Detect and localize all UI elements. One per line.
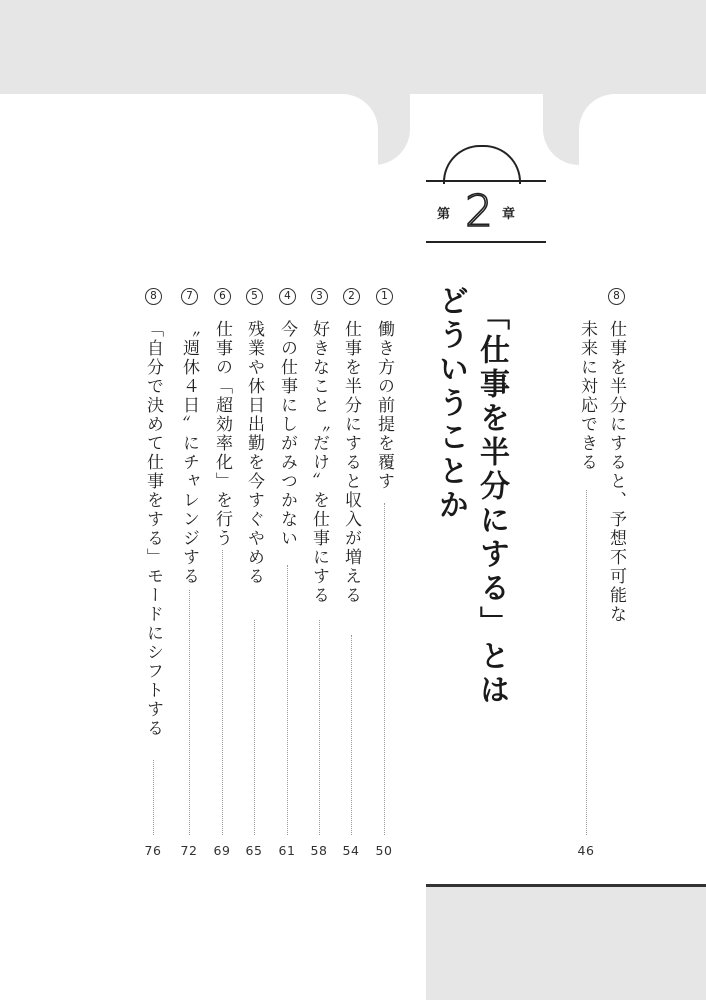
entry-page: 69	[213, 843, 231, 858]
entry-page: 58	[310, 843, 328, 858]
entry-page: 50	[375, 843, 393, 858]
chapter-arch	[443, 145, 521, 184]
entry-title: 仕事を半分にすると収入が増える	[341, 320, 361, 605]
prev-entry-page: 46	[577, 843, 595, 858]
entry-number: 6	[214, 288, 231, 305]
entry-leader	[351, 635, 352, 835]
entry-page: 72	[180, 843, 198, 858]
chapter-rule-bottom	[426, 241, 546, 243]
chapter-title-line-1: 「仕事を半分にする」とは	[474, 300, 509, 708]
top-left-corner	[0, 94, 378, 165]
entry-leader	[319, 620, 320, 835]
bottom-gray-block	[426, 885, 706, 1000]
prev-entry-line-1: 仕事を半分にすると、予想不可能な	[606, 320, 626, 624]
entry-number: 3	[311, 288, 328, 305]
entry-title: 働き方の前提を覆す	[374, 320, 394, 491]
entry-title: 「自分で決めて仕事をする」モードにシフトする	[143, 320, 163, 738]
entry-leader	[153, 760, 154, 835]
top-right-corner	[579, 94, 706, 165]
chapter-rule-top	[426, 180, 546, 182]
entry-title: 仕事の「超効率化」を行う	[212, 320, 232, 548]
chapter-prefix: 第	[437, 207, 451, 222]
entry-title: 好きなこと〝だけ〟を仕事にする	[309, 320, 329, 605]
entry-page: 76	[144, 843, 162, 858]
entry-title: 今の仕事にしがみつかない	[277, 320, 297, 548]
entry-page: 54	[342, 843, 360, 858]
entry-number: 5	[246, 288, 263, 305]
chapter-number: 2	[465, 186, 493, 237]
entry-number: 4	[279, 288, 296, 305]
entry-number: 7	[181, 288, 198, 305]
prev-entry-number: 8	[608, 288, 625, 305]
bottom-gray-rule	[426, 884, 706, 887]
entry-leader	[222, 550, 223, 835]
entry-leader	[287, 565, 288, 835]
entry-number: 2	[343, 288, 360, 305]
entry-leader	[384, 503, 385, 835]
entry-leader	[254, 620, 255, 835]
entry-leader	[189, 590, 190, 835]
entry-page: 61	[278, 843, 296, 858]
entry-number: 1	[376, 288, 393, 305]
chapter-title-line-2: どういうことか	[433, 285, 468, 523]
entry-title: 〝週休４日〟にチャレンジする	[179, 320, 199, 586]
entry-page: 65	[245, 843, 263, 858]
chapter-suffix: 章	[502, 207, 516, 222]
entry-title: 残業や休日出勤を今すぐやめる	[244, 320, 264, 586]
prev-entry-line-2: 未来に対応できる	[577, 320, 597, 472]
prev-entry-leader	[586, 490, 587, 835]
entry-number: 8	[145, 288, 162, 305]
